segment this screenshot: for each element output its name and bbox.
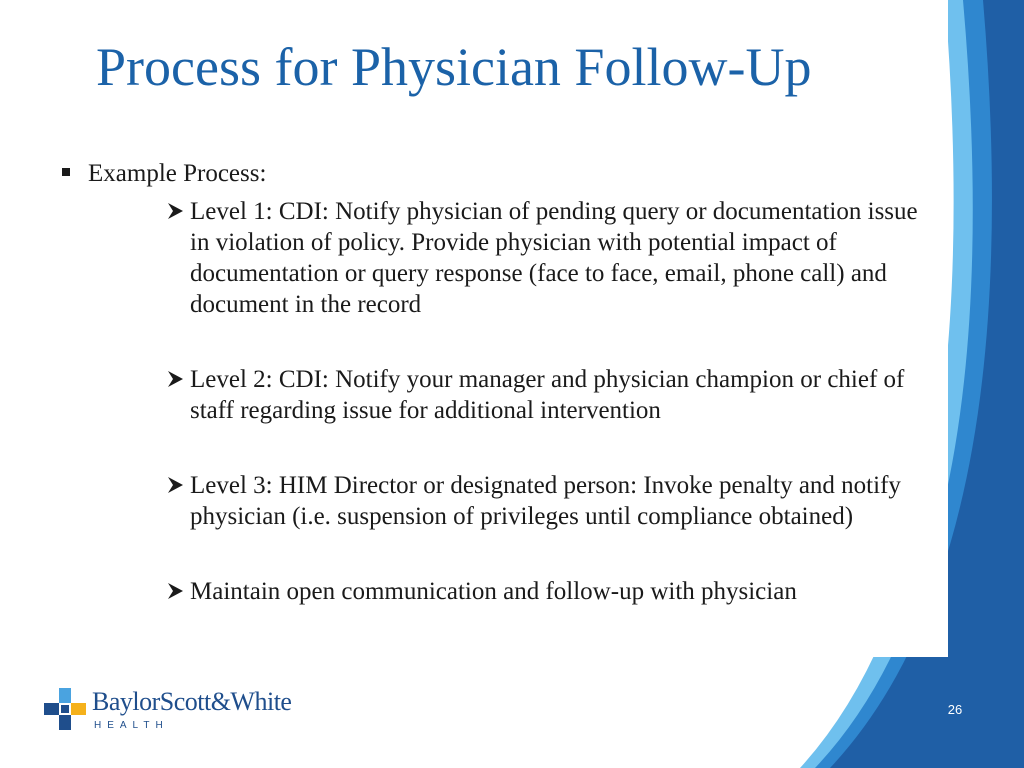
arrow-bullet-icon — [165, 580, 187, 602]
page-number: 26 — [947, 702, 963, 717]
arrow-bullet-icon — [165, 200, 187, 222]
baylor-scott-white-logo — [42, 686, 312, 738]
logo-wordmark: BaylorScott&White — [92, 687, 292, 716]
list-item-level-1 — [165, 196, 925, 320]
cross-logo-icon — [42, 686, 88, 732]
list-item-text: Level 2: CDI: Notify your manager and physician champion or chief of staff regarding issue for additional intervention — [190, 366, 905, 424]
process-level-list — [165, 196, 925, 607]
list-item-level-3 — [165, 470, 925, 532]
logo-subtitle: HEALTH — [94, 720, 169, 731]
list-item-text: Maintain open communication and follow-up with physician — [190, 578, 797, 605]
list-item-text: Level 1: CDI: Notify physician of pending query or documentation issue in violation of policy. Provide physician with potential impact of documentation or query response (face to face, email, phone call) and document in the record — [190, 198, 918, 318]
slide-title: Process for Physician Follow-Up — [96, 37, 812, 97]
arrow-bullet-icon — [165, 474, 187, 496]
list-item-communication — [165, 576, 925, 607]
arrow-bullet-icon — [165, 368, 187, 390]
list-item-level-2 — [165, 364, 925, 426]
example-process-label: Example Process: — [88, 160, 267, 187]
square-bullet-icon — [62, 168, 70, 176]
list-item-text: Level 3: HIM Director or designated person: Invoke penalty and notify physician (i.e. suspension of privileges until compliance obtained) — [190, 472, 901, 530]
